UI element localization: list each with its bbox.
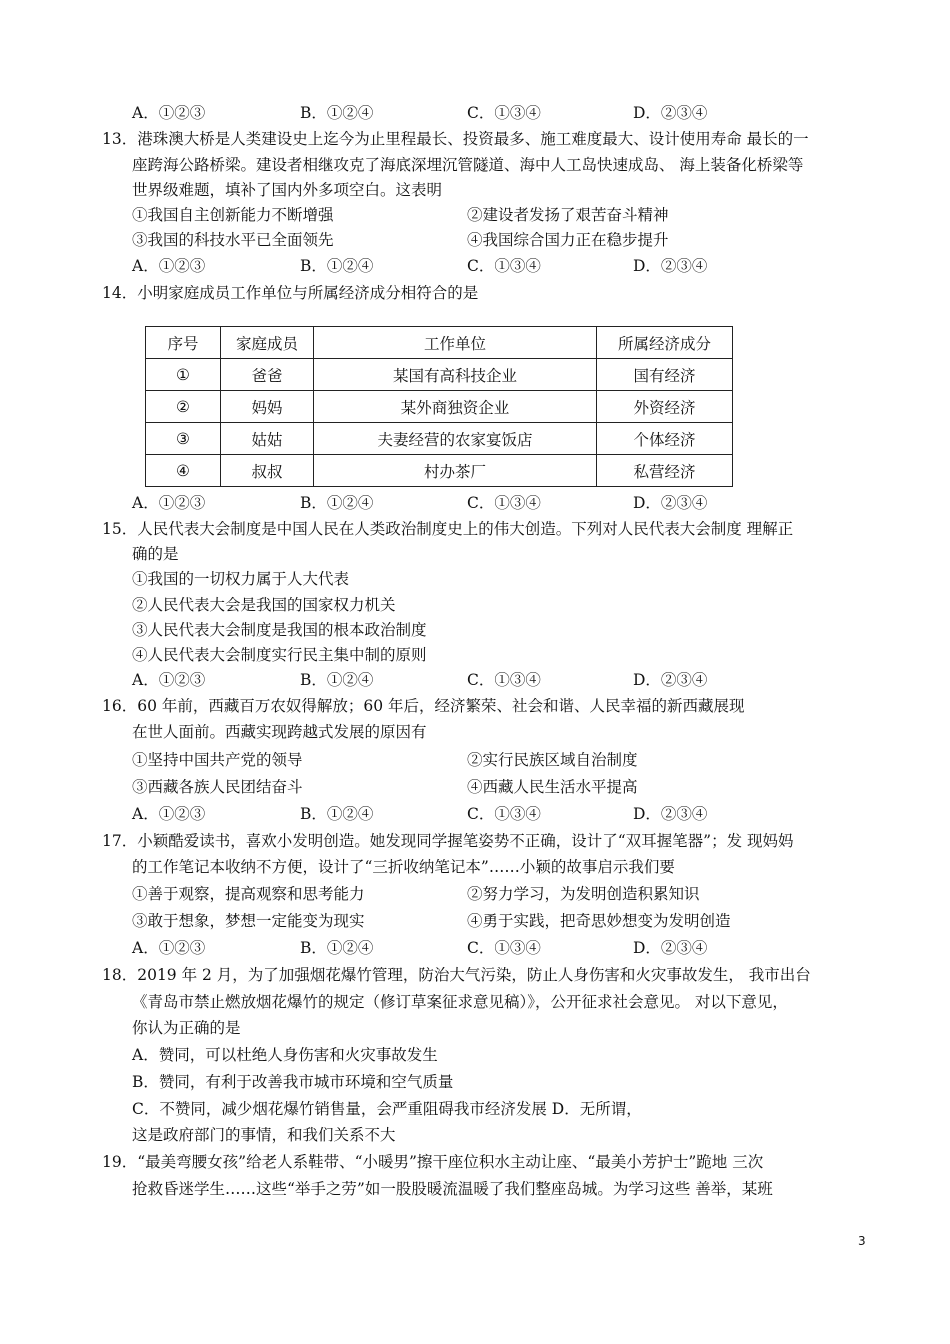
table-row — [146, 455, 733, 487]
q12-option-c: C．①③④ — [467, 104, 541, 122]
table-cell: ② — [146, 391, 221, 423]
q15-statement: ①我国的一切权力属于人大代表 — [132, 570, 350, 588]
table-cell: 妈妈 — [221, 391, 314, 423]
q15-statement: ④人民代表大会制度实行民主集中制的原则 — [132, 646, 427, 664]
q19-stem-line: 抢救昏迷学生……这些“举手之劳”如一股股暖流温暖了我们整座岛城。为学习这些 善举，某班 — [132, 1180, 773, 1198]
q14-option-c: C．①③④ — [467, 494, 541, 512]
q16-option-c: C．①③④ — [467, 805, 541, 823]
table-cell: 爸爸 — [221, 359, 314, 391]
q18-stem-line: 18．2019 年 2 月，为了加强烟花爆竹管理，防治大气污染，防止人身伤害和火灾事故发生， 我市出台 — [102, 966, 811, 984]
q17-statement: ③敢于想象，梦想一定能变为现实 — [132, 912, 365, 930]
q13-option-d: D．②③④ — [633, 257, 708, 275]
q17-option-b: B．①②④ — [300, 939, 374, 957]
q18-stem-line: 《青岛市禁止燃放烟花爆竹的规定（修订草案征求意见稿）》，公开征求社会意见。 对以下意见， — [132, 993, 788, 1011]
q17-option-a: A．①②③ — [132, 939, 206, 957]
q18-option-a: A．赞同，可以杜绝人身伤害和火灾事故发生 — [132, 1046, 438, 1064]
q13-stem-line: 13．港珠澳大桥是人类建设史上迄今为止里程最长、投资最多、施工难度最大、设计使用寿命 最长的一 — [102, 130, 809, 148]
q15-option-b: B．①②④ — [300, 671, 374, 689]
q13-statement: ①我国自主创新能力不断增强 — [132, 206, 334, 224]
q16-statement: ②实行民族区域自治制度 — [467, 751, 638, 769]
table-cell: 夫妻经营的农家宴饭店 — [314, 423, 597, 455]
q13-stem-line: 座跨海公路桥梁。建设者相继攻克了海底深埋沉管隧道、海中人工岛快速成岛、 海上装备化桥梁等 — [132, 156, 804, 174]
table-cell: 个体经济 — [597, 423, 733, 455]
table-cell: 某国有高科技企业 — [314, 359, 597, 391]
q13-statement: ④我国综合国力正在稳步提升 — [467, 231, 669, 249]
q15-option-c: C．①③④ — [467, 671, 541, 689]
q14-option-b: B．①②④ — [300, 494, 374, 512]
q12-option-a: A．①②③ — [132, 104, 206, 122]
q15-option-a: A．①②③ — [132, 671, 206, 689]
q14-stem-line: 14．小明家庭成员工作单位与所属经济成分相符合的是 — [102, 284, 479, 302]
q15-stem-line: 确的是 — [132, 545, 179, 563]
q17-option-d: D．②③④ — [633, 939, 708, 957]
table-cell: 外资经济 — [597, 391, 733, 423]
q15-option-d: D．②③④ — [633, 671, 708, 689]
q16-statement: ④西藏人民生活水平提高 — [467, 778, 638, 796]
table-cell: 国有经济 — [597, 359, 733, 391]
q15-statement: ③人民代表大会制度是我国的根本政治制度 — [132, 621, 427, 639]
q15-stem-line: 15．人民代表大会制度是中国人民在人类政治制度史上的伟大创造。下列对人民代表大会制度 理解正 — [102, 520, 794, 538]
q16-option-b: B．①②④ — [300, 805, 374, 823]
q14-option-a: A．①②③ — [132, 494, 206, 512]
table-header: 所属经济成分 — [597, 327, 733, 359]
q16-option-d: D．②③④ — [633, 805, 708, 823]
table-cell: 私营经济 — [597, 455, 733, 487]
q17-statement: ④勇于实践，把奇思妙想变为发明创造 — [467, 912, 731, 930]
q17-statement: ②努力学习，为发明创造积累知识 — [467, 885, 700, 903]
q12-option-d: D．②③④ — [633, 104, 708, 122]
table-cell: 某外商独资企业 — [314, 391, 597, 423]
q16-option-a: A．①②③ — [132, 805, 206, 823]
table-row — [146, 359, 733, 391]
table-cell: 村办茶厂 — [314, 455, 597, 487]
q18-option-b: B．赞同，有利于改善我市城市环境和空气质量 — [132, 1073, 454, 1091]
table-cell: ④ — [146, 455, 221, 487]
table-header: 序号 — [146, 327, 221, 359]
table-header: 工作单位 — [314, 327, 597, 359]
q13-statement: ②建设者发扬了艰苦奋斗精神 — [467, 206, 669, 224]
table-row — [146, 423, 733, 455]
q13-stem-line: 世界级难题，填补了国内外多项空白。这表明 — [132, 181, 443, 199]
q17-stem-line: 17．小颖酷爱读书，喜欢小发明创造。她发现同学握笔姿势不正确，设计了“双耳握笔器”；发 现妈妈 — [102, 832, 794, 850]
table-header: 家庭成员 — [221, 327, 314, 359]
q17-statement: ①善于观察，提高观察和思考能力 — [132, 885, 365, 903]
q17-stem-line: 的工作笔记本收纳不方便，设计了“三折收纳笔记本”……小颖的故事启示我们要 — [132, 858, 675, 876]
q16-stem-line: 16．60 年前，西藏百万农奴得解放；60 年后，经济繁荣、社会和谐、人民幸福的新西藏展现 — [102, 697, 745, 715]
table-cell: 姑姑 — [221, 423, 314, 455]
table-cell: ③ — [146, 423, 221, 455]
page-number: 3 — [858, 1234, 866, 1248]
q13-option-a: A．①②③ — [132, 257, 206, 275]
q13-statement: ③我国的科技水平已全面领先 — [132, 231, 334, 249]
q16-stem-line: 在世人面前。西藏实现跨越式发展的原因有 — [132, 723, 427, 741]
q14-option-d: D．②③④ — [633, 494, 708, 512]
family-work-table — [145, 326, 733, 487]
q18-option-d-cont: 这是政府部门的事情，和我们关系不大 — [132, 1126, 396, 1144]
q19-stem-line: 19．“最美弯腰女孩”给老人系鞋带、“小暖男”擦干座位积水主动让座、“最美小芳护士”跪地 三次 — [102, 1153, 764, 1171]
q12-option-b: B．①②④ — [300, 104, 374, 122]
q17-option-c: C．①③④ — [467, 939, 541, 957]
q16-statement: ①坚持中国共产党的领导 — [132, 751, 303, 769]
table-row — [146, 391, 733, 423]
q13-option-b: B．①②④ — [300, 257, 374, 275]
q15-statement: ②人民代表大会是我国的国家权力机关 — [132, 596, 396, 614]
q18-stem-line: 你认为正确的是 — [132, 1019, 241, 1037]
q16-statement: ③西藏各族人民团结奋斗 — [132, 778, 303, 796]
q18-option-c-d: C．不赞同，减少烟花爆竹销售量，会严重阻碍我市经济发展 D．无所谓， — [132, 1100, 642, 1118]
table-cell: 叔叔 — [221, 455, 314, 487]
table-header-row — [146, 327, 733, 359]
table-cell: ① — [146, 359, 221, 391]
q13-option-c: C．①③④ — [467, 257, 541, 275]
